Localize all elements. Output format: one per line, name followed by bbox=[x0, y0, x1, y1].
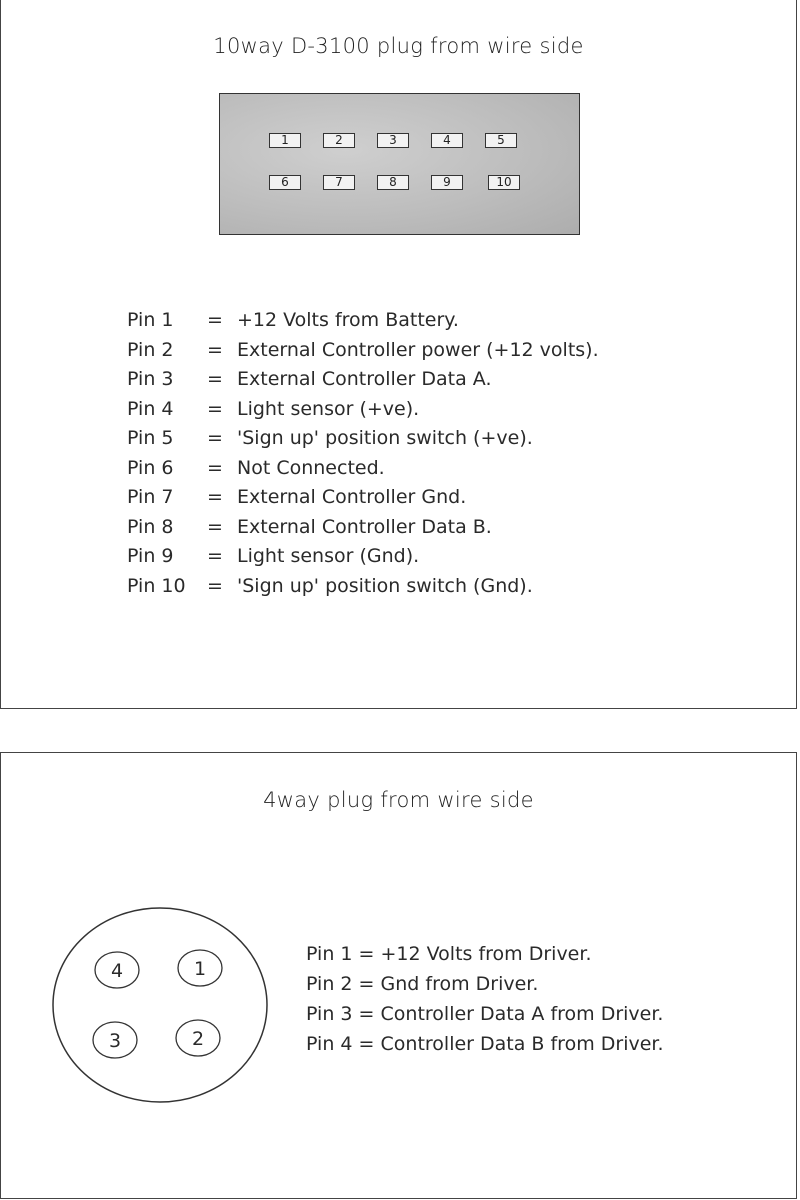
plug4-connector-face bbox=[51, 906, 269, 1104]
plug10-connector-face bbox=[219, 93, 580, 235]
pin-description: External Controller Gnd. bbox=[237, 486, 467, 508]
plug10-pin-5: 5 bbox=[485, 133, 517, 148]
pin-label: Pin 4 bbox=[306, 1033, 353, 1055]
equals-sign: = bbox=[207, 486, 223, 508]
equals-sign: = bbox=[358, 1003, 375, 1025]
equals-sign: = bbox=[358, 943, 375, 965]
equals-sign: = bbox=[207, 574, 223, 597]
plug10-title: 10way D-3100 plug from wire side bbox=[213, 34, 584, 58]
pin-label: Pin 2 bbox=[306, 973, 353, 995]
pin-description: Not Connected. bbox=[237, 456, 385, 479]
equals-sign: = bbox=[207, 397, 223, 420]
plug4-pin-3-label: 3 bbox=[108, 1030, 122, 1052]
plug10-pin-row bbox=[127, 513, 599, 543]
plug4-pin-list bbox=[306, 939, 664, 1059]
equals-sign: = bbox=[207, 545, 223, 567]
plug10-pin-8: 8 bbox=[377, 175, 409, 190]
pin-description: Controller Data A from Driver. bbox=[380, 1003, 664, 1025]
pin-label: Pin 3 bbox=[306, 1003, 353, 1025]
pin-label: Pin 8 bbox=[127, 515, 174, 538]
equals-sign: = bbox=[207, 368, 223, 390]
equals-sign: = bbox=[207, 515, 223, 538]
panel-4way-plug bbox=[0, 752, 797, 1199]
plug10-pin-10: 10 bbox=[488, 175, 520, 190]
plug10-pin-9: 9 bbox=[431, 175, 463, 190]
pin-description: +12 Volts from Battery. bbox=[237, 309, 459, 331]
plug10-pin-list bbox=[127, 306, 599, 601]
plug4-pin-row bbox=[306, 1029, 664, 1059]
pin-label: Pin 7 bbox=[127, 486, 174, 508]
pin-label: Pin 1 bbox=[306, 943, 353, 965]
plug4-pin-1-label: 1 bbox=[193, 958, 207, 980]
plug10-pin-4: 4 bbox=[431, 133, 463, 148]
pin-description: External Controller Data B. bbox=[237, 515, 492, 538]
plug4-pin-2-label: 2 bbox=[191, 1028, 205, 1050]
pin-description: +12 Volts from Driver. bbox=[380, 943, 592, 965]
pin-description: External Controller Data A. bbox=[237, 368, 492, 390]
plug10-pin-row bbox=[127, 542, 599, 572]
plug10-pin-7: 7 bbox=[323, 175, 355, 190]
plug10-pin-3: 3 bbox=[377, 133, 409, 148]
plug10-pin-row bbox=[127, 395, 599, 425]
pin-label: Pin 3 bbox=[127, 368, 174, 390]
plug10-pin-row bbox=[127, 336, 599, 366]
pin-description: External Controller power (+12 volts). bbox=[237, 338, 599, 361]
plug10-pin-row bbox=[127, 306, 599, 336]
plug4-pin-row bbox=[306, 969, 664, 999]
pin-label: Pin 5 bbox=[127, 427, 174, 449]
pin-description: Light sensor (Gnd). bbox=[237, 545, 420, 567]
pin-label: Pin 9 bbox=[127, 545, 174, 567]
plug4-pin-row bbox=[306, 939, 664, 969]
plug4-title: 4way plug from wire side bbox=[263, 788, 534, 812]
pin-label: Pin 6 bbox=[127, 456, 174, 479]
plug10-pin-row bbox=[127, 365, 599, 395]
equals-sign: = bbox=[207, 456, 223, 479]
plug10-pin-row bbox=[127, 424, 599, 454]
plug10-pin-1: 1 bbox=[269, 133, 301, 148]
plug10-pin-row bbox=[127, 454, 599, 484]
equals-sign: = bbox=[358, 973, 375, 995]
pin-label: Pin 10 bbox=[127, 574, 186, 597]
pin-description: Controller Data B from Driver. bbox=[380, 1033, 664, 1055]
equals-sign: = bbox=[207, 338, 223, 361]
pin-description: 'Sign up' position switch (+ve). bbox=[237, 427, 533, 449]
plug4-pin-row bbox=[306, 999, 664, 1029]
equals-sign: = bbox=[358, 1033, 375, 1055]
plug10-pin-6: 6 bbox=[269, 175, 301, 190]
pin-label: Pin 4 bbox=[127, 397, 174, 420]
plug10-pin-row bbox=[127, 483, 599, 513]
plug4-outline bbox=[53, 908, 267, 1102]
plug10-pin-2: 2 bbox=[323, 133, 355, 148]
pin-label: Pin 1 bbox=[127, 309, 174, 331]
equals-sign: = bbox=[207, 427, 223, 449]
pin-description: 'Sign up' position switch (Gnd). bbox=[237, 574, 533, 597]
plug4-pin-4-label: 4 bbox=[110, 960, 124, 982]
equals-sign: = bbox=[207, 309, 223, 331]
pin-description: Light sensor (+ve). bbox=[237, 397, 420, 420]
pin-description: Gnd from Driver. bbox=[380, 973, 539, 995]
pin-label: Pin 2 bbox=[127, 338, 174, 361]
plug10-pin-row bbox=[127, 572, 599, 602]
